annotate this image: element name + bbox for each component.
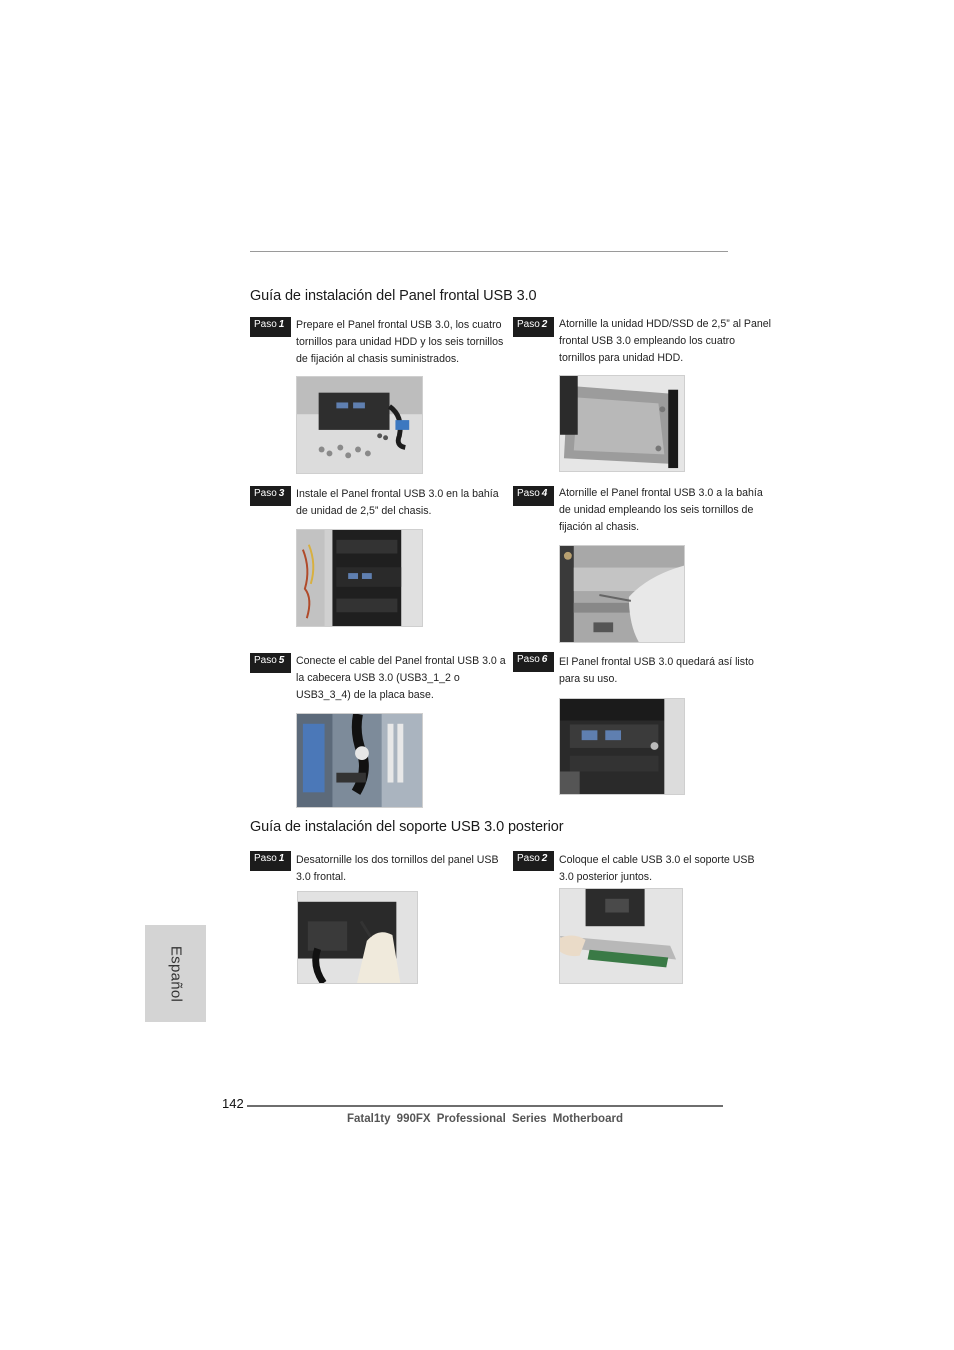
top-rule bbox=[250, 251, 728, 252]
photo-step-1-parts bbox=[296, 376, 423, 474]
language-tab bbox=[145, 925, 206, 1022]
photo-bracket-step-2 bbox=[559, 888, 683, 984]
language-label: Español bbox=[167, 945, 184, 1002]
step-text-1: Prepare el Panel frontal USB 3.0, los cuatro tornillos para unidad HDD y los seis tornillos de fijación al chasis suministrados. bbox=[296, 319, 504, 365]
bracket-step-badge-1: Paso 1 bbox=[250, 851, 291, 871]
photo-step-4-screws bbox=[559, 545, 685, 643]
section-title-front-panel: Guía de instalación del Panel frontal USB 3.0 bbox=[250, 288, 537, 304]
step-text-3: Instale el Panel frontal USB 3.0 en la bahía de unidad de 2,5” del chasis. bbox=[296, 488, 499, 517]
footer-title: Fatal1ty 990FX Professional Series Motherboard bbox=[347, 1113, 623, 1125]
photo-step-3-bay bbox=[296, 529, 423, 627]
photo-step-6-finished bbox=[559, 698, 685, 795]
step-text-5: Conecte el cable del Panel frontal USB 3.0 a la cabecera USB 3.0 (USB3_1_2 o USB3_3_4) de la placa base. bbox=[296, 655, 506, 701]
photo-bracket-step-1 bbox=[297, 891, 418, 984]
step-badge-5: Paso 5 bbox=[250, 653, 291, 673]
page-number: 142 bbox=[222, 1096, 244, 1111]
step-badge-1: Paso 1 bbox=[250, 317, 291, 337]
bracket-step-badge-2: Paso 2 bbox=[513, 851, 554, 871]
step-badge-6: Paso 6 bbox=[513, 652, 554, 672]
step-badge-4: Paso 4 bbox=[513, 486, 554, 506]
step-text-4: Atornille el Panel frontal USB 3.0 a la bahía de unidad empleando los seis tornillos de fijación al chasis. bbox=[559, 487, 763, 533]
step-badge-2: Paso 2 bbox=[513, 317, 554, 337]
photo-step-2-hdd bbox=[559, 375, 685, 472]
footer-rule bbox=[247, 1105, 723, 1107]
step-text-6: El Panel frontal USB 3.0 quedará así listo para su uso. bbox=[559, 656, 754, 685]
step-text-2: Atornille la unidad HDD/SSD de 2,5” al Panel frontal USB 3.0 empleando los cuatro tornillos para unidad HDD. bbox=[559, 318, 771, 364]
section-title-rear-bracket: Guía de instalación del soporte USB 3.0 posterior bbox=[250, 819, 564, 835]
step-badge-3: Paso 3 bbox=[250, 486, 291, 506]
photo-step-5-header bbox=[296, 713, 423, 808]
bracket-step-text-1: Desatornille los dos tornillos del panel USB 3.0 frontal. bbox=[296, 854, 499, 883]
bracket-step-text-2: Coloque el cable USB 3.0 el soporte USB 3.0 posterior juntos. bbox=[559, 854, 755, 883]
